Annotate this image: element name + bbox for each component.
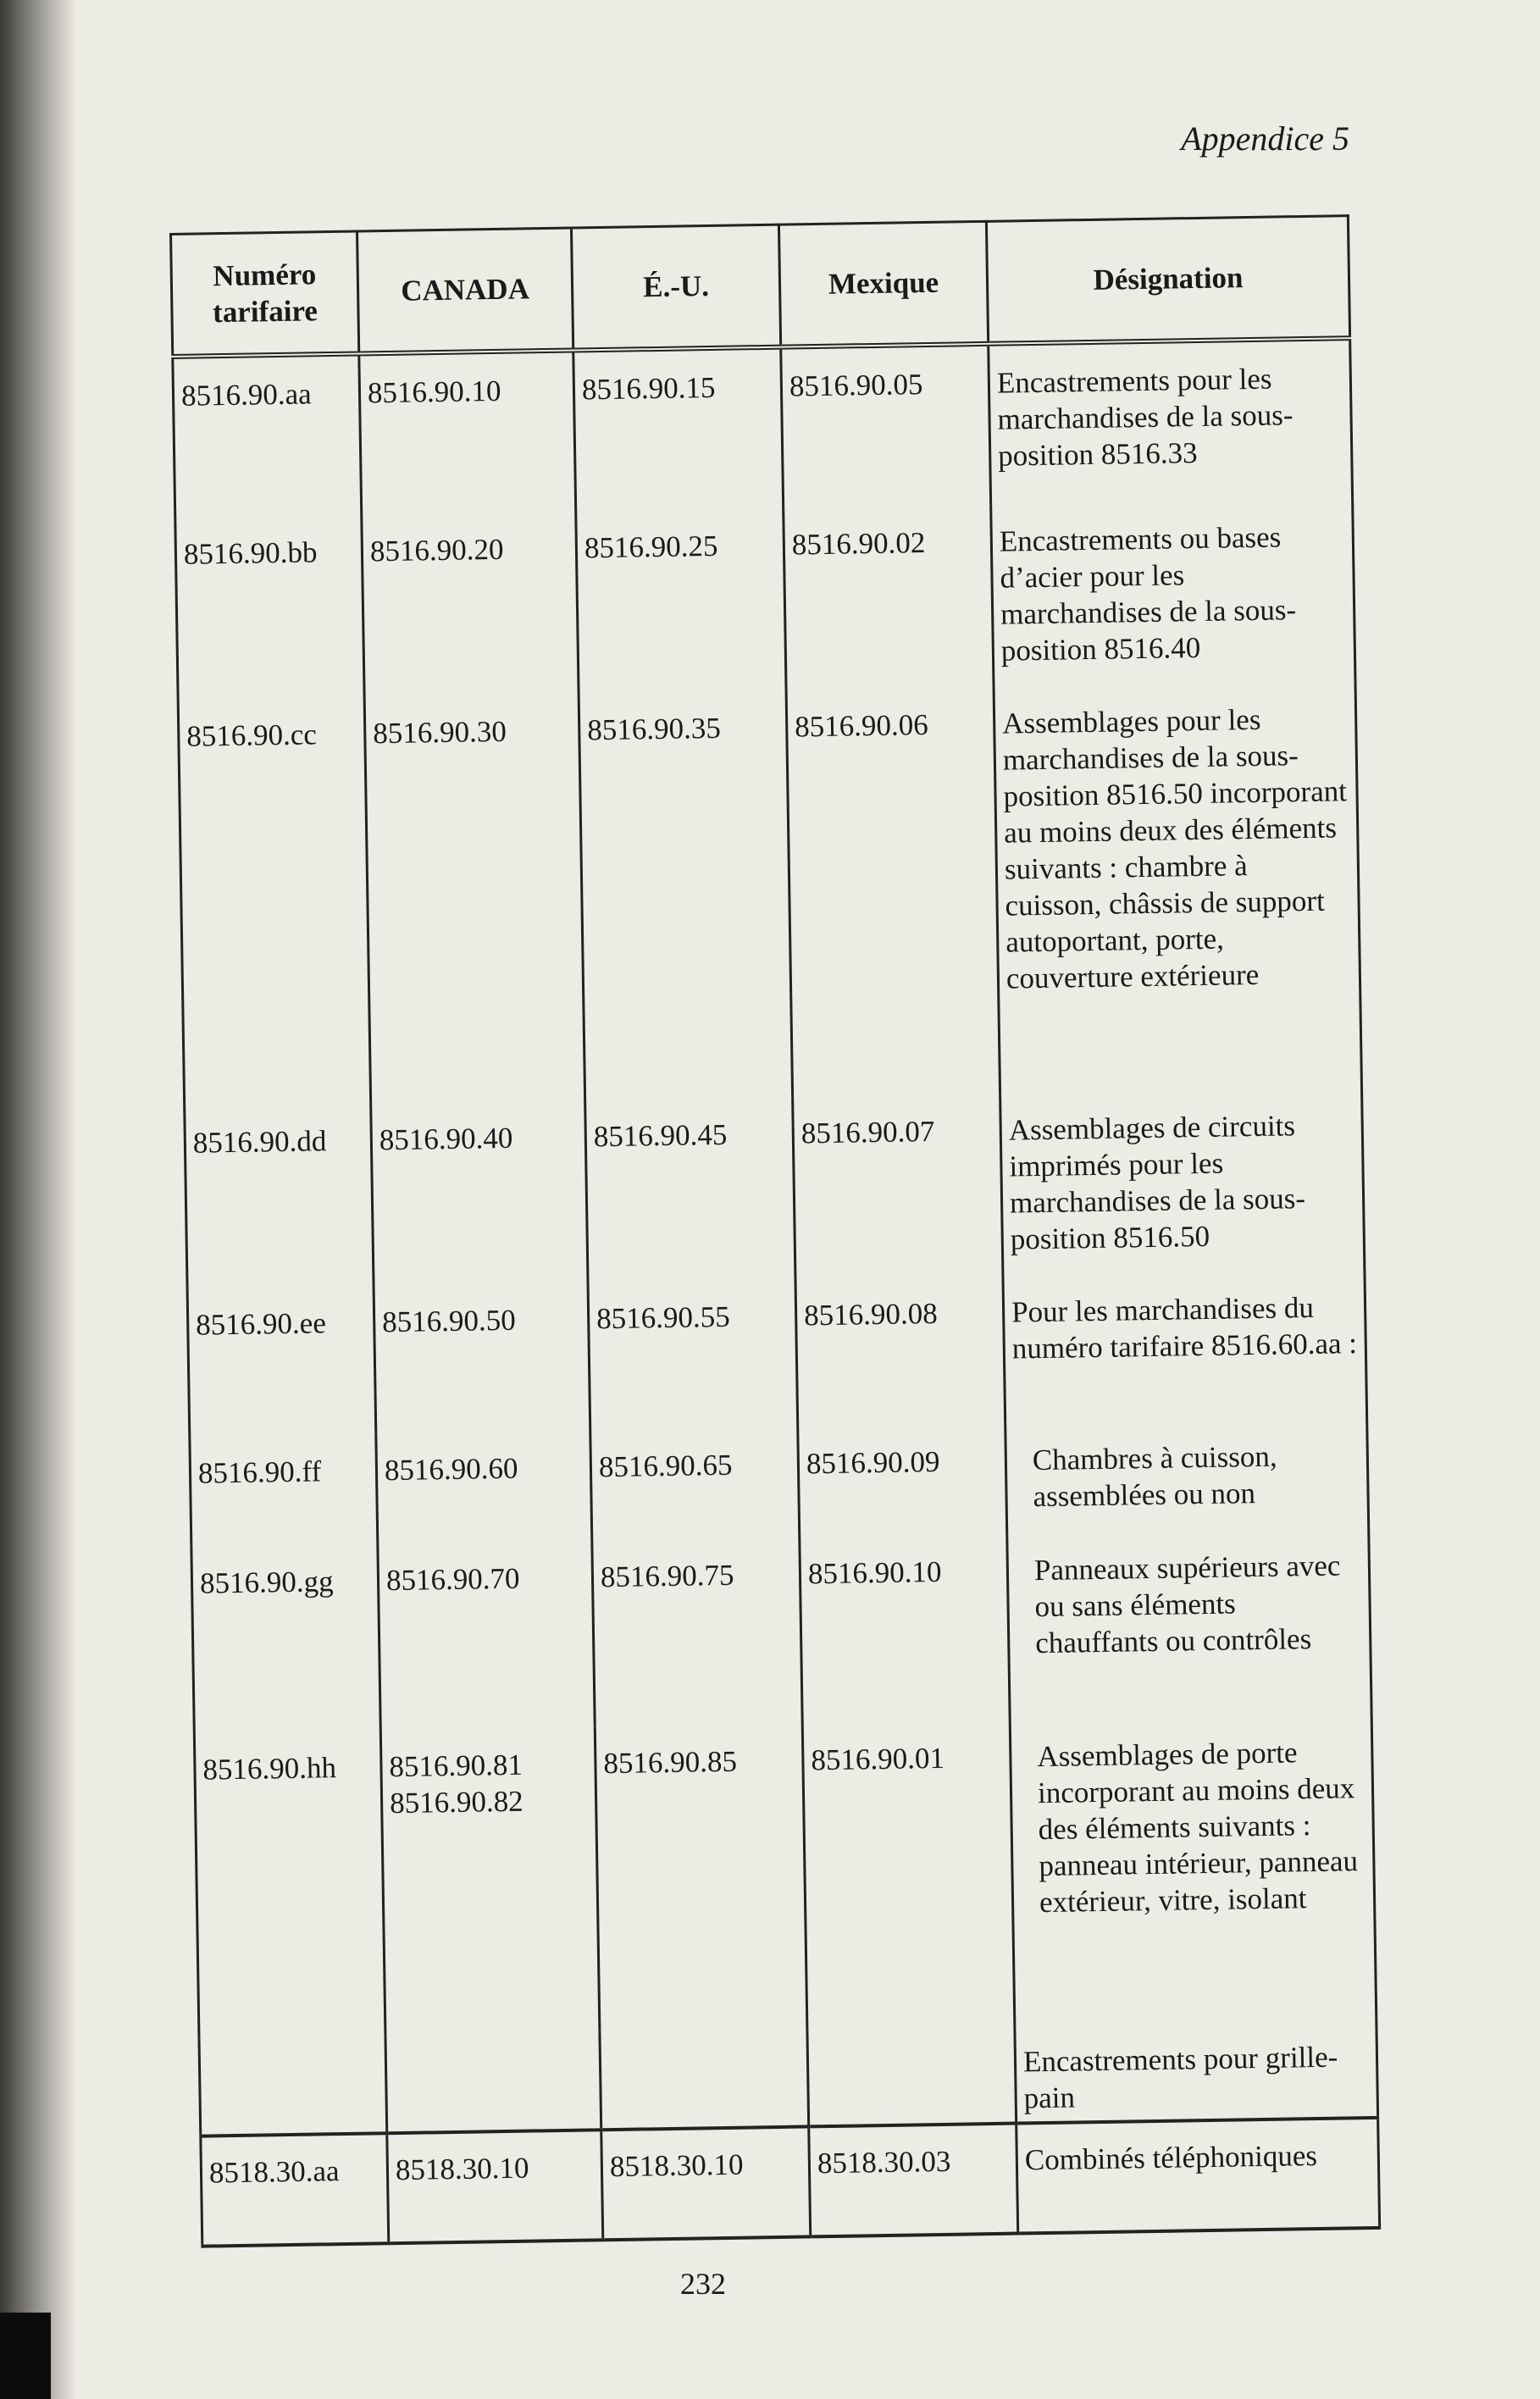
cell-designation: Combinés téléphoniques — [1017, 2118, 1380, 2234]
cell-numero: 8516.90.ff — [190, 1433, 378, 1546]
spine-shadow — [0, 2313, 51, 2399]
cell-mexique: 8516.90.02 — [784, 505, 994, 690]
cell-canada: 8516.90.20 — [362, 512, 579, 697]
cell-canada — [385, 2031, 601, 2133]
cell-mexique: 8516.90.07 — [793, 1094, 1003, 1279]
cell-mexique: 8518.30.03 — [809, 2124, 1018, 2237]
cell-numero: 8516.90.ee — [187, 1285, 376, 1436]
cell-canada: 8516.90.70 — [378, 1540, 595, 1730]
cell-designation: Encastrements ou bases d’acier pour les marchandises de la sous-position 8516.40 — [991, 499, 1355, 687]
col-header-canada: CANADA — [357, 228, 573, 353]
cell-numero: 8516.90.dd — [185, 1103, 374, 1288]
cell-eu: 8516.90.55 — [588, 1279, 798, 1431]
table-row — [190, 1418, 1369, 1547]
cell-designation: Assemblages pour les marchandises de la sous-position 8516.50 incorporant au moins deux des éléments suivants : chambre à cuisson, châssis de support autoportant, porte, couverture extérieure — [994, 681, 1361, 1094]
table-row — [178, 681, 1361, 1106]
cell-canada: 8516.90.60 — [376, 1430, 592, 1543]
tariff-table — [169, 214, 1381, 2248]
cell-canada: 8516.90.40 — [371, 1100, 588, 1285]
table-header-row — [171, 216, 1350, 357]
cell-eu: 8516.90.85 — [595, 1723, 807, 2031]
table-row — [175, 499, 1355, 700]
binding-gutter — [0, 0, 75, 2399]
table-row — [199, 2019, 1378, 2136]
cell-designation: Encastrements pour grille-pain — [1015, 2019, 1378, 2124]
cell-canada: 8516.90.30 — [364, 693, 585, 1103]
page-number: 232 — [680, 2267, 726, 2301]
table-row — [185, 1088, 1365, 1288]
cell-designation: Assemblages de circuits imprimés pour les marchandises de la sous-position 8516.50 — [1000, 1088, 1365, 1276]
cell-numero: 8518.30.aa — [201, 2133, 389, 2246]
cell-eu — [600, 2028, 809, 2130]
table-row — [187, 1270, 1367, 1437]
cell-canada: 8516.90.10 — [359, 351, 576, 515]
cell-numero: 8516.90.aa — [173, 354, 362, 518]
cell-eu: 8516.90.25 — [576, 508, 786, 694]
table-row — [194, 1715, 1376, 2038]
cell-eu: 8516.90.15 — [573, 347, 784, 512]
cell-designation: Pour les marchandises du numéro tarifaire 8516.60.aa : — [1003, 1270, 1367, 1424]
cell-eu: 8516.90.65 — [590, 1427, 800, 1541]
cell-numero: 8516.90.hh — [194, 1730, 385, 2037]
cell-eu: 8516.90.35 — [579, 690, 793, 1100]
cell-designation: Chambres à cuisson, assemblées ou non — [1005, 1418, 1369, 1534]
cell-numero — [199, 2035, 387, 2136]
cell-canada: 8516.90.50 — [374, 1282, 590, 1433]
cell-mexique — [807, 2025, 1017, 2127]
cell-canada: 8518.30.10 — [387, 2130, 603, 2243]
cell-numero: 8516.90.cc — [178, 696, 371, 1105]
col-header-eu: É.-U. — [571, 224, 780, 350]
cell-mexique: 8516.90.05 — [781, 344, 991, 508]
table-row — [173, 338, 1353, 518]
cell-eu: 8518.30.10 — [601, 2127, 811, 2241]
cell-eu: 8516.90.75 — [592, 1537, 802, 1727]
cell-designation: Panneaux supérieurs avec ou sans éléments chauffants ou contrôles — [1007, 1528, 1371, 1720]
col-header-mexique: Mexique — [778, 221, 988, 346]
cell-mexique: 8516.90.01 — [802, 1720, 1015, 2029]
col-header-designation: Désignation — [986, 216, 1349, 344]
table-row — [191, 1528, 1371, 1733]
cell-mexique: 8516.90.10 — [800, 1534, 1010, 1724]
col-header-numero: Numéro tarifaire — [171, 231, 359, 357]
cell-canada: 8516.90.81 8516.90.82 — [380, 1726, 600, 2035]
running-header: Appendice 5 — [1181, 119, 1349, 158]
cell-mexique: 8516.90.06 — [786, 687, 1000, 1097]
cell-numero: 8516.90.gg — [191, 1543, 380, 1732]
cell-designation: Encastrements pour les marchandises de la sous-position 8516.33 — [989, 338, 1353, 505]
cell-designation: Assemblages de porte incorporant au moins deux des éléments suivants : panneau intérieur, panneau extérieur, vitre, isolant — [1010, 1715, 1377, 2025]
table-row — [201, 2118, 1380, 2247]
cell-numero: 8516.90.bb — [175, 514, 364, 699]
cell-mexique: 8516.90.09 — [798, 1424, 1007, 1537]
cell-eu: 8516.90.45 — [585, 1097, 795, 1283]
cell-mexique: 8516.90.08 — [795, 1276, 1005, 1427]
